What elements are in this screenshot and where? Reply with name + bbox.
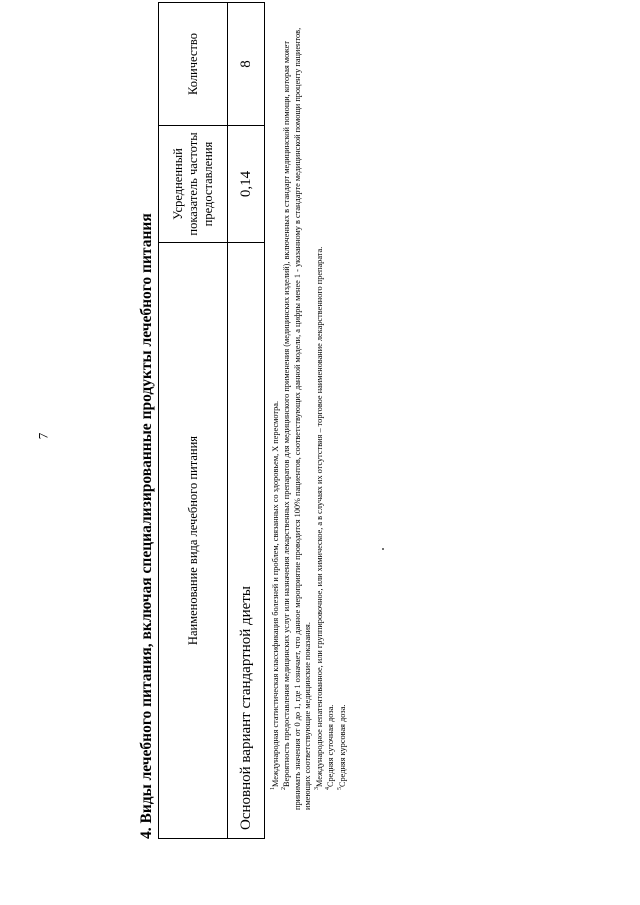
cell-name: Основной вариант стандартной диеты: [228, 243, 265, 839]
header-quantity: Количество: [159, 3, 228, 126]
footnote-text: Вероятность предоставления медицинских услуг или назначения лекарственных препаратов для медицинского применения (медицинских изделий), включенных в стандарт медицинской помощи, которая может принимать значения от 0 до 1, где 1 означает, что данное мероприятие проводится 100% пациентов, соответствующих данной модели, а цифры менее 1 - указанному в стандарте медицинской помощи проценту пациентов, имеющих соответствующие медицинские показания.: [282, 27, 313, 810]
section-title: 4. Виды лечебного питания, включая специализированные продукты лечебного питания: [138, 213, 155, 839]
footnotes: [270, 10, 348, 810]
nutrition-table: [158, 2, 265, 839]
scan-speck: [382, 548, 384, 550]
header-frequency: Усредненный показатель частоты предоставления: [159, 126, 228, 243]
footnote-text: Международное непатентованное, или группировочное, или химическое, а в случаях их отсутствия – торговое наименование лекарственного препарата.: [314, 246, 324, 787]
footnote-mark: 1: [270, 787, 276, 790]
footnote-text: Международная статистическая классификация болезней и проблем, связанных со здоровьем, X пересмотра.: [270, 400, 280, 787]
table-header-row: [159, 3, 228, 839]
header-name: Наименование вида лечебного питания: [159, 243, 228, 839]
cell-frequency: 0,14: [228, 126, 265, 243]
footnote-4: [325, 10, 336, 810]
footnote-mark: 5: [336, 787, 343, 790]
page-number: 7: [35, 432, 51, 440]
footnote-5: [337, 10, 348, 810]
footnote-1: [270, 10, 281, 810]
footnote-mark: 3: [313, 787, 320, 790]
footnote-mark: 4: [325, 787, 332, 790]
footnote-3: [314, 10, 325, 810]
footnote-text: Средняя курсовая доза.: [337, 704, 347, 787]
table-row: [228, 3, 265, 839]
footnote-2: [281, 10, 314, 810]
footnote-mark: 2: [281, 787, 288, 790]
cell-quantity: 8: [228, 3, 265, 126]
footnote-text: Средняя суточная доза.: [326, 704, 336, 787]
